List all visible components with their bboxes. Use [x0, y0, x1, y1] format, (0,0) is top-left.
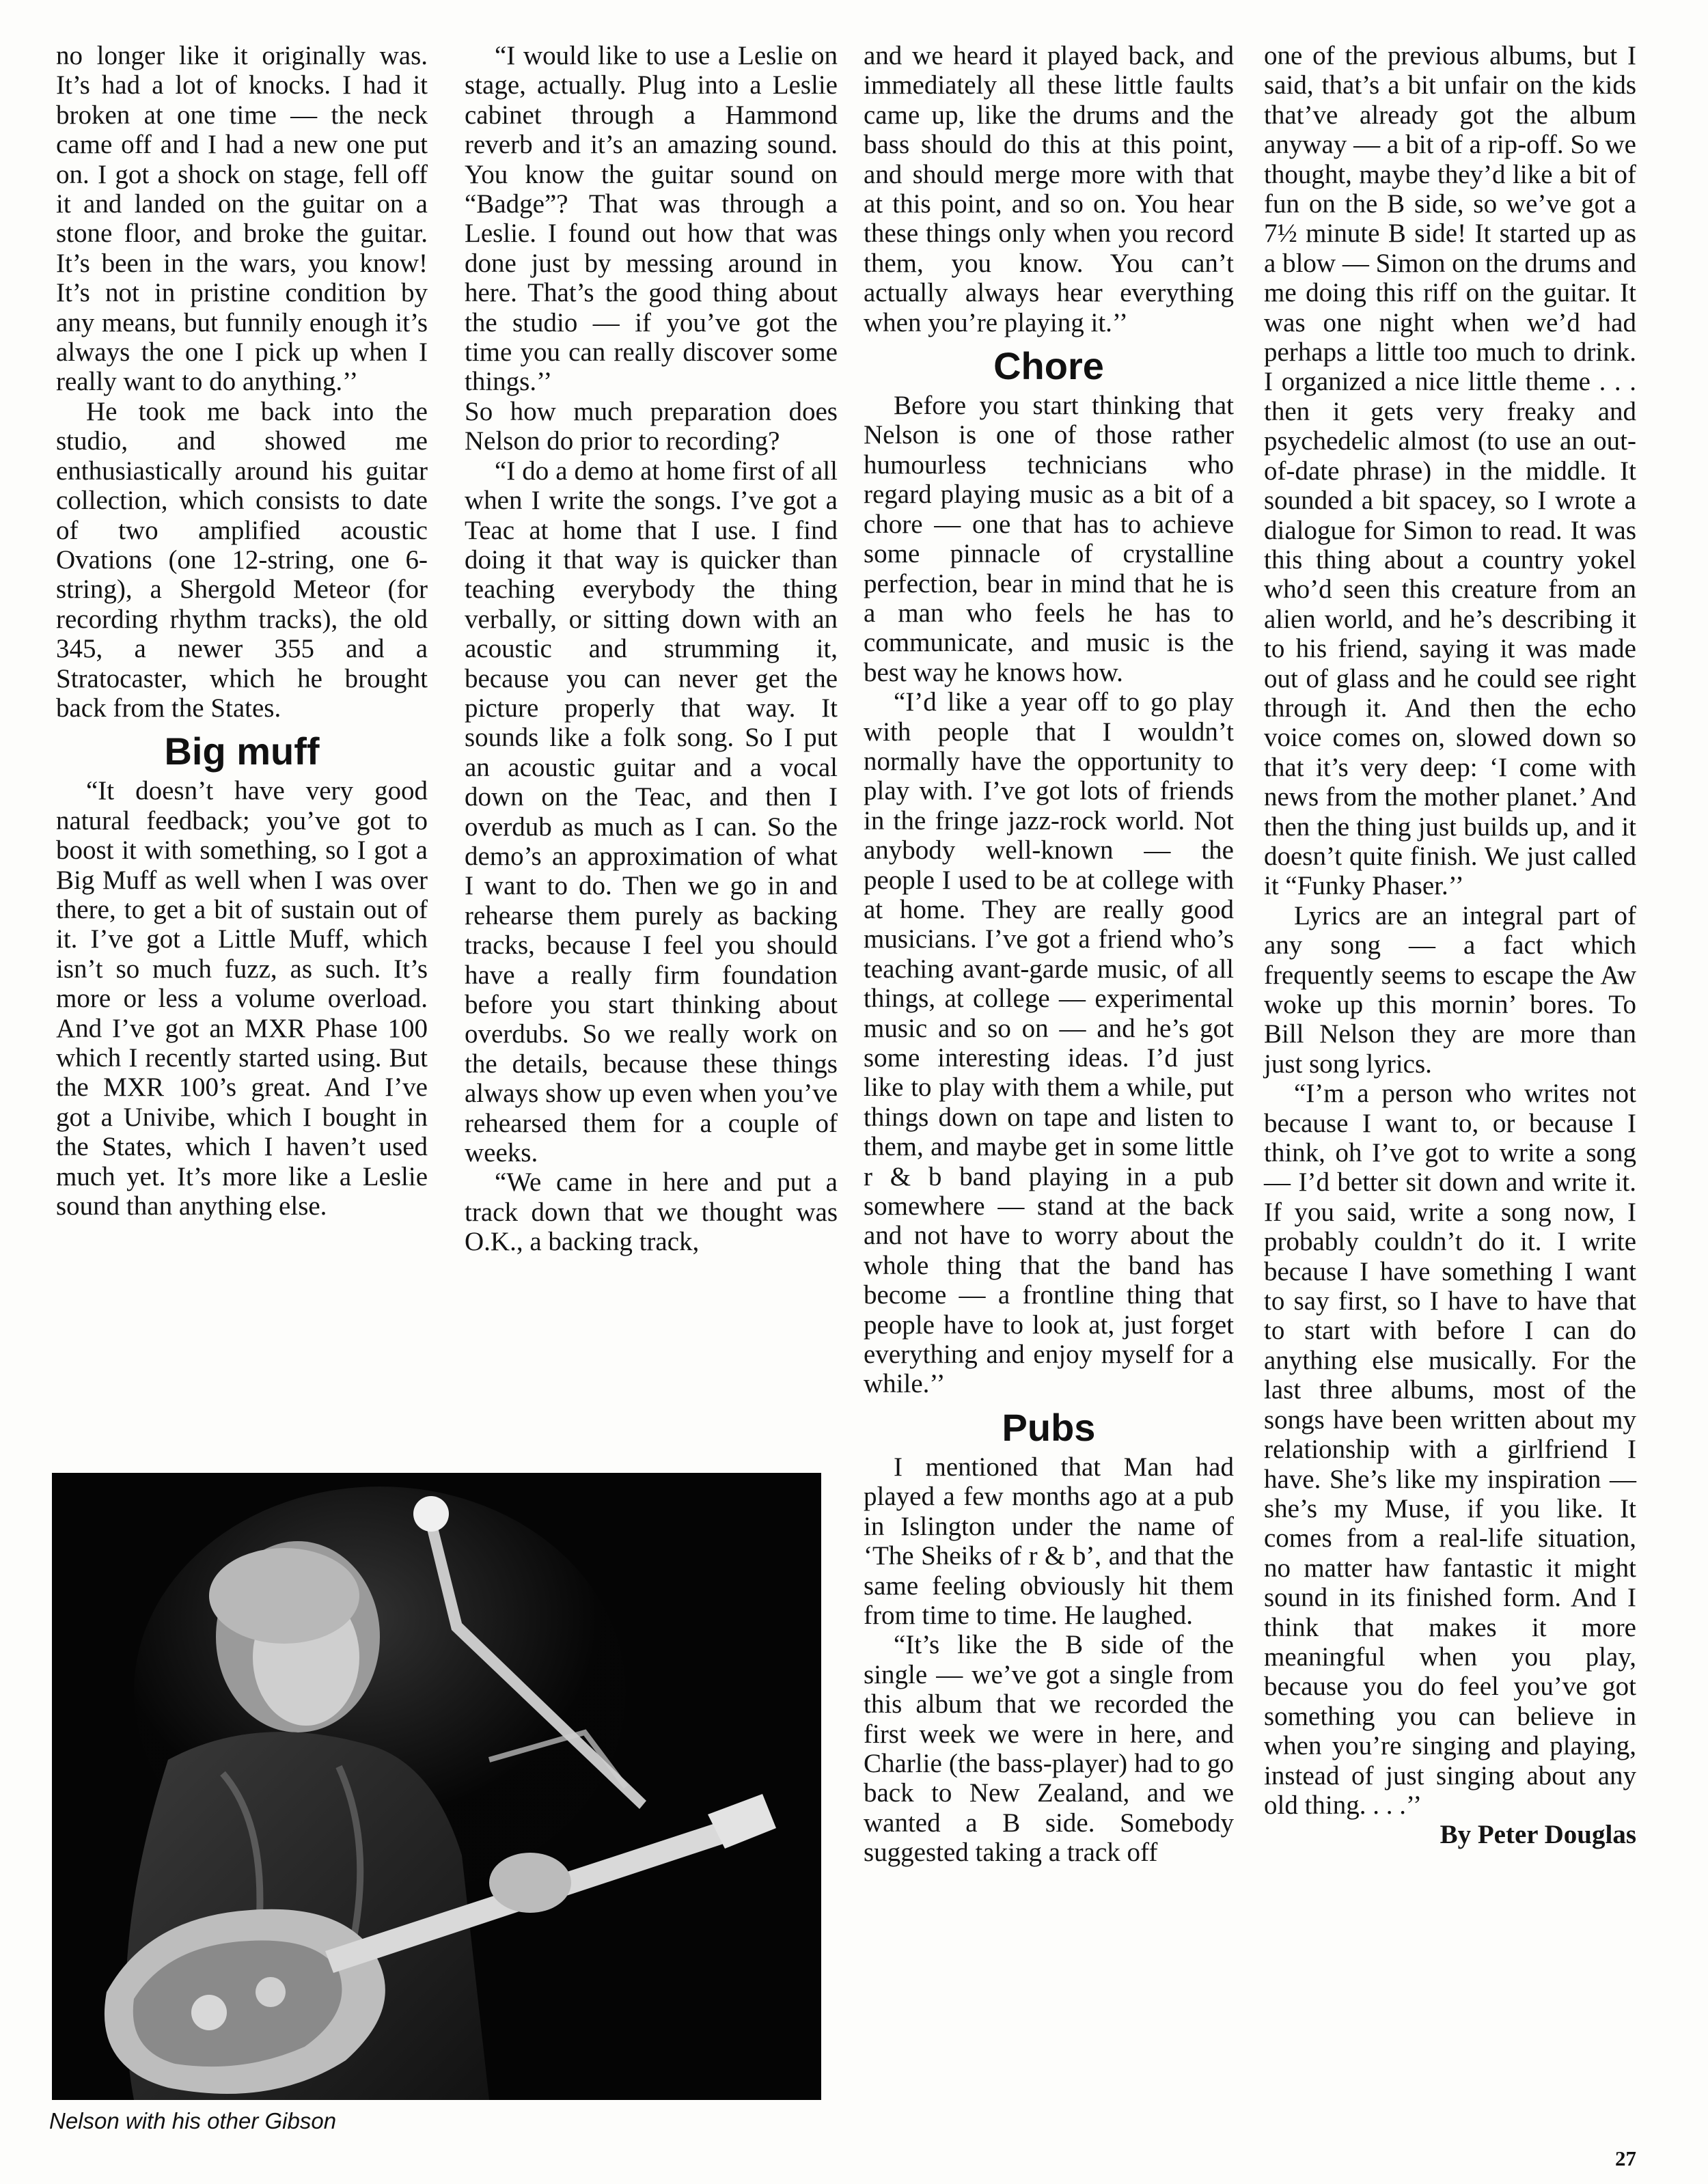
article-paragraph: “It doesn’t have very good natural feedback; you’ve got to boost it with something, so I got a Big Muff as well when I was over there, to get a bit of sustain out of it. I’ve got a Little Muff, which isn’t so much fuzz, as such. It’s more or less a volume overload. And I’ve got an MXR Phase 100 which I recently started using. But the MXR 100’s great. And I’ve got a Univibe, which I bought in the States, which I haven’t used much yet. It’s more like a Leslie sound than anything else. — [56, 776, 428, 1221]
page-number: 27 — [1615, 2146, 1636, 2170]
article-paragraph: and we heard it played back, and immediately all these little faults came up, like the drums and the bass should do this at this point, and should merge more with that at this point, and so on. You hear these things only when you record them, you know. You can’t actually always hear everything when you’re playing it.’’ — [864, 41, 1234, 337]
article-paragraph: He took me back into the studio, and showed me enthusiastically around his guitar collection, which consists to date of two amplified acoustic Ovations (one 12-string, one 6-string), a Shergold Meteor (for recording rhythm tracks), the old 345, a newer 355 and a Stratocaster, which he brought back from the States. — [56, 396, 428, 723]
article-paragraph: I mentioned that Man had played a few months ago at a pub in Islington under the name of ‘The Sheiks of r & b’, and that the same feeling obviously hit them from time to time. He laughed. — [864, 1452, 1234, 1630]
article-column-3 — [864, 41, 1234, 1868]
article-paragraph: Before you start thinking that Nelson is one of those rather humourless technicians who regard playing music as a bit of a chore — one that has to achieve some pinnacle of crystalline perfection, bear in mind that he is a man who feels he has to communicate, and music is the best way he knows how. — [864, 391, 1234, 687]
section-heading: Big muff — [164, 730, 320, 773]
article-paragraph: “I’d like a year off to go play with people that I wouldn’t normally have the opportunity to play with. I’ve got lots of friends in the fringe jazz-rock world. Not anybody well-known — the people I used to be at college with at home. They are really good musicians. I’ve got a friend who’s teaching avant-garde music, of all things, at college — experimental music and so on — and he’s got some interesting ideas. I’d just like to play with them a while, put things down on tape and listen to them, and maybe get in some little r & b band playing in a pub somewhere — stand at the back and not have to worry about the whole thing that the band has become — a frontline thing that people have to look at, just forget everything and enjoy myself for a while.’’ — [864, 687, 1234, 1399]
photo-caption: Nelson with his other Gibson — [49, 2108, 337, 2133]
article-paragraph: “We came in here and put a track down that we thought was O.K., a backing track, — [465, 1167, 838, 1257]
article-paragraph: no longer like it originally was. It’s had a lot of knocks. I had it broken at one time — the neck came off and I had a new one put on. I got a shock on stage, fell off it and landed on the guitar on a stone floor, and broke the guitar. It’s been in the wars, you know! It’s not in pristine condition by any means, but funnily enough it’s always the one I pick up when I really want to do anything.’’ — [56, 41, 428, 397]
author-byline: By Peter Douglas — [1440, 1820, 1636, 1850]
article-paragraph: So how much preparation does Nelson do prior to recording? — [465, 396, 838, 456]
article-paragraph: one of the previous albums, but I said, that’s a bit unfair on the kids that’ve already got the album anyway — a bit of a rip-off. So we thought, maybe they’d like a bit of fun on the B side, so we’ve got a 7½ minute B side! It started up as a blow — Simon on the drums and me doing this riff on the guitar. It was one night when we’d had perhaps a little too much to drink. I organized a nice little theme . . . then it gets very freaky and psychedelic almost (to use an out-of-date phrase) in the middle. It sounded a bit spacey, so I wrote a dialogue for Simon to read. It was this thing about a country yokel who’d seen this creature from an alien world, and he’s describing it to his friend, saying it was made out of glass and he could see right through it. And then the echo voice comes on, slowed down so that it’s very deep: ‘I come with news from the mother planet.’ And then the thing just builds up, and it doesn’t quite finish. We just called it “Funky Phaser.’’ — [1264, 41, 1636, 901]
article-paragraph: “It’s like the B side of the single — we’ve got a single from this album that we recorded the first week we were in here, and Charlie (the bass-player) had to go back to New Zealand, and we wanted a B side. Somebody suggested taking a track off — [864, 1630, 1234, 1868]
article-column-1 — [56, 41, 428, 1221]
article-paragraph: “I’m a person who writes not because I want to, or because I think, oh I’ve got to write a song — I’d better sit down and write it. If you said, write a song now, I probably couldn’t do it. I write because I have something I want to say first, so I have to have that to start with before I can do anything else musically. For the last three albums, most of the songs have been written about my relationship with a girlfriend I have. She’s like my inspiration — she’s my Muse, if you like. It comes from a real-life situation, no matter haw fantastic it might sound in its finished form. And I think that makes it more meaningful when you play, because you do feel you’ve got something you can believe in when you’re singing and playing, instead of just singing about any old thing. . . .’’ — [1264, 1079, 1636, 1820]
concert-photo — [52, 1473, 821, 2100]
article-column-2 — [465, 41, 838, 1257]
article-paragraph: “I do a demo at home first of all when I write the songs. I’ve got a Teac at home that I use. I find doing it that way is quicker than teaching everybody the thing verbally, or sitting down with an acoustic and strumming it, because you can never get the picture properly that way. It sounds like a folk song. So I put an acoustic guitar and a vocal down on the Teac, and then I overdub as much as I can. So the demo’s an approximation of what I want to do. Then we go in and rehearse them purely as backing tracks, because I feel you should have a really firm foundation before you start thinking about overdubs. So we really work on the details, because these things always show up even when you’ve rehearsed them for a couple of weeks. — [465, 456, 838, 1168]
article-column-4 — [1264, 41, 1636, 1850]
guitarist-photo-image — [52, 1473, 821, 2100]
section-heading: Pubs — [1002, 1405, 1096, 1449]
article-paragraph: Lyrics are an integral part of any song — a fact which frequently seems to escape the Aw woke up this mornin’ bores. To Bill Nelson they are more than just song lyrics. — [1264, 900, 1636, 1079]
article-paragraph: “I would like to use a Leslie on stage, actually. Plug into a Leslie cabinet through a Hammond reverb and it’s an amazing sound. You know the guitar sound on “Badge”? That was through a Leslie. I found out how that was done just by messing around in here. That’s the good thing about the studio — if you’ve got the time you can really discover some things.’’ — [465, 41, 838, 397]
section-heading: Chore — [993, 344, 1104, 388]
